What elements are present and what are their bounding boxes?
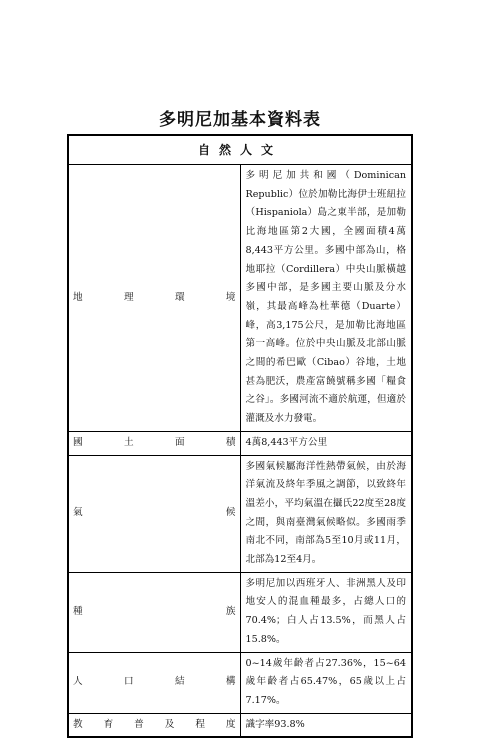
row-label-ethnicity bbox=[68, 572, 240, 652]
row-value-geography: 多明尼加共和國（Dominican Republic）位於加勒比海伊士班紐拉（Hispaniola）島之東半部，是加勒比海地區第2大國，全國面積4萬8,443平方公里。多國中部為山，格地耶拉（Cordillera）中央山脈橫越多國中部，是多國主要山脈及分水嶺，其最高峰為杜華德（Duarte）峰，高3,175公尺，是加勒比海地區第一高峰。位於中央山脈及北部山脈之間的希巴歐（Cibao）谷地，土地甚為肥沃，農產富饒號稱多國「糧食之谷」。多國河流不適於航運，但適於灌溉及水力發電。 bbox=[240, 165, 412, 432]
label-char: 土 bbox=[123, 436, 134, 448]
row-value-education: 識字率93.8% bbox=[240, 713, 412, 737]
label-char: 境 bbox=[225, 291, 236, 303]
label-char: 氣 bbox=[73, 507, 83, 519]
row-label-area bbox=[68, 431, 240, 455]
table-row-population bbox=[68, 652, 412, 713]
label-char: 族 bbox=[225, 605, 236, 617]
table-row-climate bbox=[68, 455, 412, 572]
row-label-geography bbox=[68, 165, 240, 432]
row-value-climate: 多國氣候屬海洋性熱帶氣候，由於海洋氣流及終年季風之調節，以致終年溫差小，平均氣溫在攝氏22度至28度之間，與南臺灣氣候略似。多國雨季南北不同，南部為5至10月或11月，北部為12至4月。 bbox=[240, 455, 412, 572]
label-ethnicity bbox=[73, 603, 236, 622]
row-label-education bbox=[68, 713, 240, 737]
label-education bbox=[73, 716, 236, 735]
section-header: 自然人文 bbox=[68, 135, 412, 165]
label-char: 人 bbox=[73, 676, 83, 688]
row-value-area: 4萬8,443平方公里 bbox=[240, 431, 412, 455]
label-char: 口 bbox=[123, 676, 134, 688]
label-char: 理 bbox=[123, 291, 134, 303]
label-char: 程 bbox=[195, 718, 205, 730]
row-label-population bbox=[68, 652, 240, 713]
row-value-population: 0~14歲年齡者占27.36%，15~64歲年齡者占65.47%，65歲以上占7.17%。 bbox=[240, 652, 412, 713]
label-area bbox=[73, 434, 236, 453]
label-char: 積 bbox=[225, 436, 236, 448]
row-value-ethnicity: 多明尼加以西班牙人、非洲黑人及印地安人的混血種最多，占總人口的70.4%；白人占13.5%，而黑人占15.8%。 bbox=[240, 572, 412, 652]
label-char: 及 bbox=[164, 718, 175, 730]
table-row-education bbox=[68, 713, 412, 737]
label-char: 面 bbox=[174, 436, 185, 448]
label-climate bbox=[73, 504, 236, 523]
label-char: 環 bbox=[174, 291, 185, 303]
table-row-area bbox=[68, 431, 412, 455]
label-char: 國 bbox=[73, 436, 83, 448]
row-label-climate bbox=[68, 455, 240, 572]
label-char: 種 bbox=[73, 605, 83, 617]
document-title: 多明尼加基本資料表 bbox=[159, 110, 321, 130]
section-header-row bbox=[68, 135, 412, 165]
label-population bbox=[73, 673, 236, 692]
label-char: 教 bbox=[73, 718, 83, 730]
label-char: 普 bbox=[134, 718, 144, 730]
label-char: 地 bbox=[73, 291, 83, 303]
label-char: 構 bbox=[225, 676, 236, 688]
label-char: 育 bbox=[103, 718, 114, 730]
label-char: 候 bbox=[225, 507, 236, 519]
label-geography bbox=[73, 289, 236, 308]
label-char: 結 bbox=[174, 676, 185, 688]
table-row-geography bbox=[68, 165, 412, 432]
table-row-ethnicity bbox=[68, 572, 412, 652]
basic-info-table bbox=[67, 134, 413, 738]
label-char: 度 bbox=[225, 718, 236, 730]
